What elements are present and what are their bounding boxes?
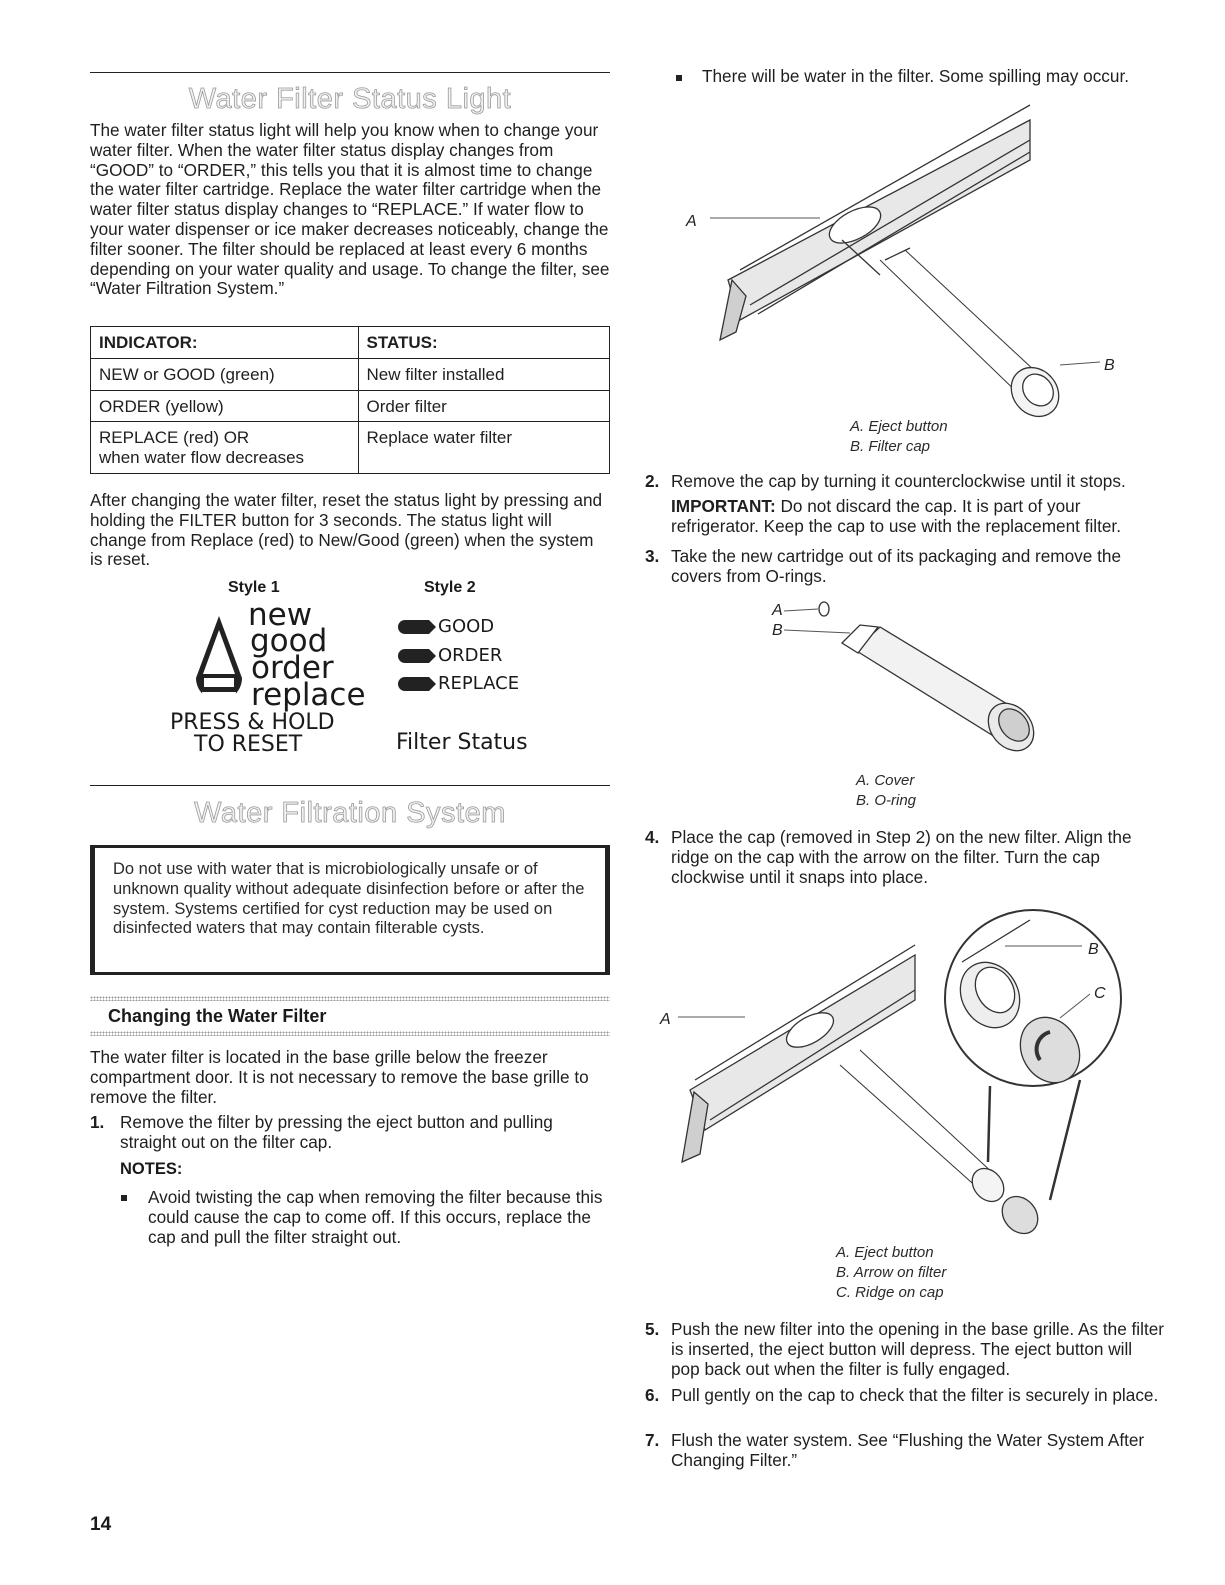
style2-label: Style 2 xyxy=(424,579,476,596)
step-3 xyxy=(645,547,1165,587)
figure-caption: A. Eject button xyxy=(850,418,948,435)
step-text: Flush the water system. See “Flushing the Water System After Changing Filter.” xyxy=(671,1430,1145,1470)
reset-instructions: After changing the water filter, reset the status light by pressing and holding the FILTER button for 3 seconds. The status light will change from Replace (red) to New/Good (green) when the system is reset. xyxy=(90,490,603,570)
figure-caption: A. Cover xyxy=(856,772,915,789)
table-header-indicator: INDICATOR: xyxy=(91,327,359,359)
caution-box xyxy=(90,845,610,975)
important-note xyxy=(671,497,1165,537)
figure-label: B xyxy=(772,622,783,639)
step-6 xyxy=(645,1386,1165,1426)
style1-word-order: order xyxy=(251,650,334,686)
note-item: Avoid twisting the cap when removing the filter because this could cause the cap to come off. If this occurs, replace the cap and pull the filter straight out. xyxy=(148,1187,603,1247)
leader-line xyxy=(1060,362,1100,365)
figure-caption: B. Arrow on filter xyxy=(836,1264,947,1281)
note-item: There will be water in the filter. Some spilling may occur. xyxy=(702,66,1130,86)
table-cell: REPLACE (red) OR when water flow decreases xyxy=(91,422,359,474)
style1-label: Style 1 xyxy=(228,579,280,596)
subhead-band-top xyxy=(90,996,610,1001)
table-row xyxy=(91,390,610,422)
status-light-intro: The water filter status light will help you know when to change your water filter. When the water filter status display changes from “GOOD” to “ORDER,” this tells you that it is almost time to change the water filter cartridge. Replace the water filter cartridge when the water filter status display changes to “REPLACE.” If water flow to your water dispenser or ice maker decreases noticeably, change the filter sooner. The filter should be replaced at least every 6 months depending on your water quality and usage. To change the filter, see “Water Filtration System.” xyxy=(90,120,610,299)
style1-word-good: good xyxy=(250,623,328,659)
step-number: 7. xyxy=(645,1430,660,1450)
bullet-marker xyxy=(121,1195,127,1201)
figure-label: B xyxy=(1088,941,1099,958)
filter-location-text: The water filter is located in the base grille below the freezer compartment door. It is not necessary to remove the base grille to remove the filter. xyxy=(90,1047,589,1107)
step-text: Remove the cap by turning it counterclockwise until it stops. xyxy=(671,471,1126,491)
figure-caption: B. Filter cap xyxy=(850,438,931,455)
caution-text: Do not use with water that is microbiologically unsafe or of unknown quality without adequate disinfection before or after the system. Systems certified for cyst reduction may be used on disinfected waters that may contain filterable cysts. xyxy=(113,860,585,938)
step-number: 3. xyxy=(645,546,660,566)
important-label: IMPORTANT: xyxy=(671,496,776,516)
figure-caption: C. Ridge on cap xyxy=(836,1284,944,1301)
table-cell: New filter installed xyxy=(358,358,609,390)
section-title-filtration: Water Filtration System xyxy=(194,797,506,829)
subhead-band-bottom xyxy=(90,1031,610,1036)
table-header-status: STATUS: xyxy=(358,327,609,359)
figure-cap-alignment xyxy=(650,900,1130,1240)
style1-press-hold: PRESS & HOLD xyxy=(170,710,335,735)
indicator-status-table xyxy=(90,326,610,474)
style2-word-good: GOOD xyxy=(438,616,495,637)
leader-line xyxy=(784,630,850,633)
step-text: Remove the filter by pressing the eject button and pulling straight out on the filter cap. xyxy=(120,1112,553,1152)
style2-word-replace: REPLACE xyxy=(438,673,520,694)
bullet-marker xyxy=(676,75,682,81)
led-good-icon xyxy=(398,620,436,634)
table-cell: ORDER (yellow) xyxy=(91,390,359,422)
style2-filter-status: Filter Status xyxy=(396,730,528,755)
figure-caption: B. O-ring xyxy=(856,792,917,809)
led-replace-icon xyxy=(398,677,436,691)
step-text: Pull gently on the cap to check that the filter is securely in place. xyxy=(671,1385,1159,1405)
figure-label: A xyxy=(660,1011,671,1028)
style1-to-reset: TO RESET xyxy=(194,732,303,757)
step-4 xyxy=(645,828,1165,888)
top-rule-left xyxy=(90,72,610,73)
important-text: Do not discard the cap. It is part of your refrigerator. Keep the cap to use with the replacement filter. xyxy=(671,496,1121,536)
step-number: 6. xyxy=(645,1385,660,1405)
step-7 xyxy=(645,1431,1165,1471)
step-1 xyxy=(90,1113,610,1153)
table-row xyxy=(91,358,610,390)
step-text: Push the new filter into the opening in the base grille. As the filter is inserted, the eject button will depress. The eject button will pop back out when the filter is fully engaged. xyxy=(671,1319,1165,1379)
style1-word-replace: replace xyxy=(251,677,366,713)
figure-label: B xyxy=(1104,357,1115,374)
led-order-icon xyxy=(398,649,436,663)
table-cell: Order filter xyxy=(358,390,609,422)
page-number: 14 xyxy=(90,1514,112,1535)
figure-eject-filter xyxy=(680,100,1140,420)
leader-line xyxy=(784,609,818,611)
table-cell: NEW or GOOD (green) xyxy=(91,358,359,390)
section-title-status-light: Water Filter Status Light xyxy=(188,83,512,115)
step-number: 5. xyxy=(645,1319,660,1339)
figure-caption: A. Eject button xyxy=(836,1244,934,1261)
step-text: Place the cap (removed in Step 2) on the new filter. Align the ridge on the cap with the arrow on the filter. Turn the cap clockwise until it snaps into place. xyxy=(671,827,1132,887)
table-cell: Replace water filter xyxy=(358,422,609,474)
figure-label: C xyxy=(1094,985,1106,1002)
step-number: 4. xyxy=(645,827,660,847)
step-5 xyxy=(645,1320,1165,1380)
table-row xyxy=(91,422,610,474)
step-text: Take the new cartridge out of its packaging and remove the covers from O-rings. xyxy=(671,546,1122,586)
figure-new-cartridge xyxy=(760,595,1060,770)
section-rule-filtration xyxy=(90,785,610,786)
notes-label: NOTES: xyxy=(120,1160,183,1178)
table-header-row xyxy=(91,327,610,359)
figure-label: A xyxy=(686,213,697,230)
step-number: 2. xyxy=(645,471,660,491)
figure-label: A xyxy=(772,602,783,619)
subhead-changing-filter: Changing the Water Filter xyxy=(108,1006,327,1026)
style1-word-new: new xyxy=(248,597,313,633)
style2-word-order: ORDER xyxy=(438,645,503,666)
step-number: 1. xyxy=(90,1112,105,1132)
drop-status-icon xyxy=(194,616,244,712)
